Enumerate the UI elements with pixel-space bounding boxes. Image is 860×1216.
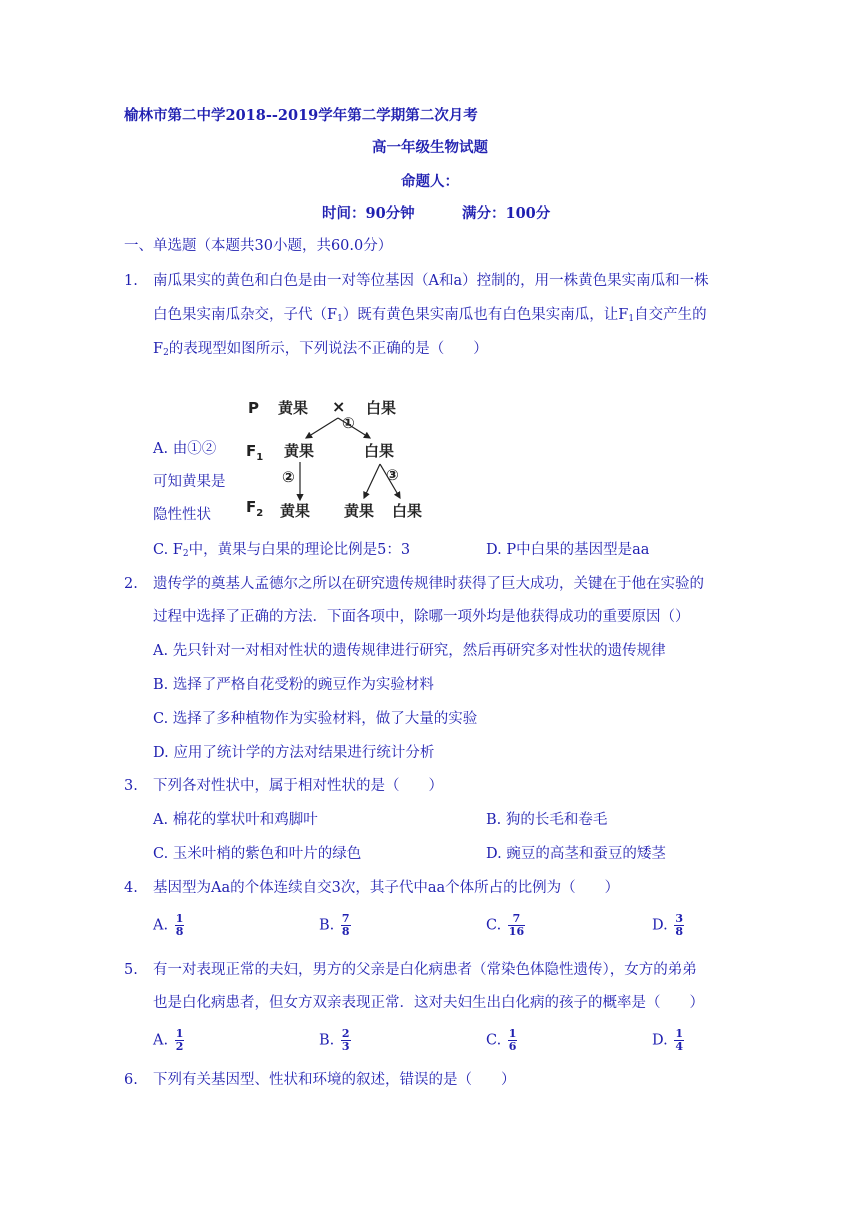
- diagram-p-yellow: 黄果: [278, 399, 309, 417]
- q5-option-b-label: B.: [319, 1032, 335, 1049]
- q2-option-a: A. 先只针对一对相对性状的遗传规律进行研究，然后再研究多对性状的遗传规律: [153, 643, 666, 659]
- q1-line2-a: 白色果实南瓜杂交，子代（F: [153, 307, 338, 323]
- time-info: 时间：90分钟: [322, 205, 415, 222]
- q3-option-a: A. 棉花的掌状叶和鸡脚叶: [153, 812, 318, 828]
- q1-option-c-a: C. F: [153, 542, 183, 558]
- diagram-f1-yellow: 黄果: [284, 442, 315, 460]
- diagram-p-white: 白果: [366, 399, 397, 417]
- diagram-circle-2: ②: [282, 468, 295, 486]
- school-line: 榆林市第二中学2018--2019学年第二学期第二次月考: [124, 107, 478, 124]
- author-line: 命题人：: [401, 173, 459, 190]
- q3-number: 3.: [124, 778, 138, 794]
- q3-line1: 下列各对性状中，属于相对性状的是（ ）: [153, 778, 443, 794]
- q2-option-b: B. 选择了严格自花受粉的豌豆作为实验材料: [153, 677, 434, 693]
- q2-number: 2.: [124, 576, 138, 592]
- diagram-f2-white: 白果: [392, 502, 423, 520]
- q1-line2-sub1: 1: [337, 314, 343, 324]
- section-heading: 一、单选题（本题共30小题，共60.0分）: [124, 238, 393, 254]
- q5-option-c: [486, 1028, 517, 1053]
- q4-option-d-fraction: $\frac{3}{8}$: [675, 912, 683, 938]
- q5-option-a: [153, 1028, 184, 1053]
- q4-number: 4.: [124, 880, 138, 896]
- q6-line1: 下列有关基因型、性状和环境的叙述，错误的是（ ）: [153, 1072, 516, 1088]
- q5-option-c-fraction: $\frac{1}{6}$: [508, 1027, 517, 1053]
- diagram-p-label: P: [248, 399, 259, 417]
- q2-option-c: C. 选择了多种植物作为实验材料，做了大量的实验: [153, 711, 478, 727]
- q4-line1: 基因型为Aa的个体连续自交3次，其子代中aa个体所占的比例为（ ）: [153, 880, 620, 896]
- q4-option-d-label: D.: [652, 917, 668, 934]
- arrow-p-to-f1-yellow: [306, 418, 338, 438]
- q4-option-b-fraction: $\frac{7}{8}$: [341, 912, 350, 938]
- diagram-f2-label: $F_2$: [246, 498, 264, 519]
- q4-option-c: [486, 913, 525, 938]
- q2-line2: 过程中选择了正确的方法．下面各项中，除哪一项外均是他获得成功的重要原因（）: [153, 609, 690, 625]
- q4-option-a: [153, 913, 184, 938]
- q1-option-c-b: 中，黄果与白果的理论比例是5：3: [188, 542, 411, 558]
- q1-line3: [153, 339, 488, 363]
- q5-number: 5.: [124, 962, 138, 978]
- q5-option-d-label: D.: [652, 1032, 668, 1049]
- q4-option-c-label: C.: [486, 917, 502, 934]
- q1-option-d: D. P中白果的基因型是aa: [486, 542, 650, 558]
- score-info: 满分：100分: [462, 205, 551, 222]
- q1-line3-sub: 2: [163, 348, 169, 358]
- q5-option-d-fraction: $\frac{1}{4}$: [675, 1027, 683, 1053]
- q5-line2: 也是白化病患者，但女方双亲表现正常．这对夫妇生出白化病的孩子的概率是（ ）: [153, 995, 704, 1011]
- q5-option-b-fraction: $\frac{2}{3}$: [341, 1027, 350, 1053]
- q1-number: 1.: [124, 273, 138, 289]
- q5-option-d: [652, 1028, 684, 1053]
- q5-option-a-fraction: $\frac{1}{2}$: [175, 1027, 184, 1053]
- q1-option-a-line2: 可知黄果是: [153, 474, 226, 490]
- q1-line2-sub2: 1: [628, 314, 635, 324]
- q4-option-d: [652, 913, 684, 938]
- diagram-circle-3: ③: [386, 466, 399, 484]
- q1-line2-b: ）既有黄色果实南瓜也有白色果实南瓜，让F: [342, 307, 629, 323]
- q4-option-a-label: A.: [153, 917, 169, 934]
- q1-line3-b: 的表现型如图所示，下列说法不正确的是（ ）: [168, 341, 488, 357]
- exam-title: 高一年级生物试题: [372, 139, 488, 156]
- q6-number: 6.: [124, 1072, 138, 1088]
- q1-option-c-sub: 2: [182, 549, 189, 559]
- diagram-f1-label: $F_1$: [246, 442, 264, 463]
- q1-line2-c: 自交产生的: [634, 307, 707, 323]
- q1-line1: 南瓜果实的黄色和白色是由一对等位基因（A和a）控制的，用一株黄色果实南瓜和一株: [153, 273, 709, 289]
- q4-option-a-fraction: $\frac{1}{8}$: [175, 912, 184, 938]
- q1-option-a-line1: A. 由①②: [153, 441, 217, 457]
- q1-option-c: [153, 540, 410, 564]
- diagram-f1-white: 白果: [364, 442, 395, 460]
- q4-option-c-fraction: $\frac{7}{16}$: [508, 912, 525, 938]
- q4-option-b: [319, 913, 351, 938]
- q5-option-b: [319, 1028, 351, 1053]
- q5-option-c-label: C.: [486, 1032, 502, 1049]
- genetics-cross-diagram: [240, 388, 440, 528]
- q5-option-a-label: A.: [153, 1032, 169, 1049]
- q2-line1: 遗传学的奠基人孟德尔之所以在研究遗传规律时获得了巨大成功，关键在于他在实验的: [153, 576, 704, 592]
- diagram-f2-yellow: 黄果: [280, 502, 311, 520]
- q5-line1: 有一对表现正常的夫妇，男方的父亲是白化病患者（常染色体隐性遗传），女方的弟弟: [153, 962, 697, 978]
- q2-option-d: D. 应用了统计学的方法对结果进行统计分析: [153, 745, 435, 761]
- q1-line3-a: F: [153, 341, 164, 357]
- q1-option-a-line3: 隐性性状: [153, 507, 211, 523]
- diagram-f2-yellow-2: 黄果: [344, 502, 375, 520]
- arrow-f1-white-to-f2-yellow: [364, 464, 380, 498]
- diagram-circle-1: ①: [342, 414, 355, 432]
- q3-option-b: B. 狗的长毛和卷毛: [486, 812, 608, 828]
- q3-option-d: D. 豌豆的高茎和蚕豆的矮茎: [486, 846, 666, 862]
- q1-line2: [153, 305, 707, 329]
- diagram-cross-sign: ×: [332, 397, 346, 416]
- q4-option-b-label: B.: [319, 917, 335, 934]
- q3-option-c: C. 玉米叶梢的紫色和叶片的绿色: [153, 846, 362, 862]
